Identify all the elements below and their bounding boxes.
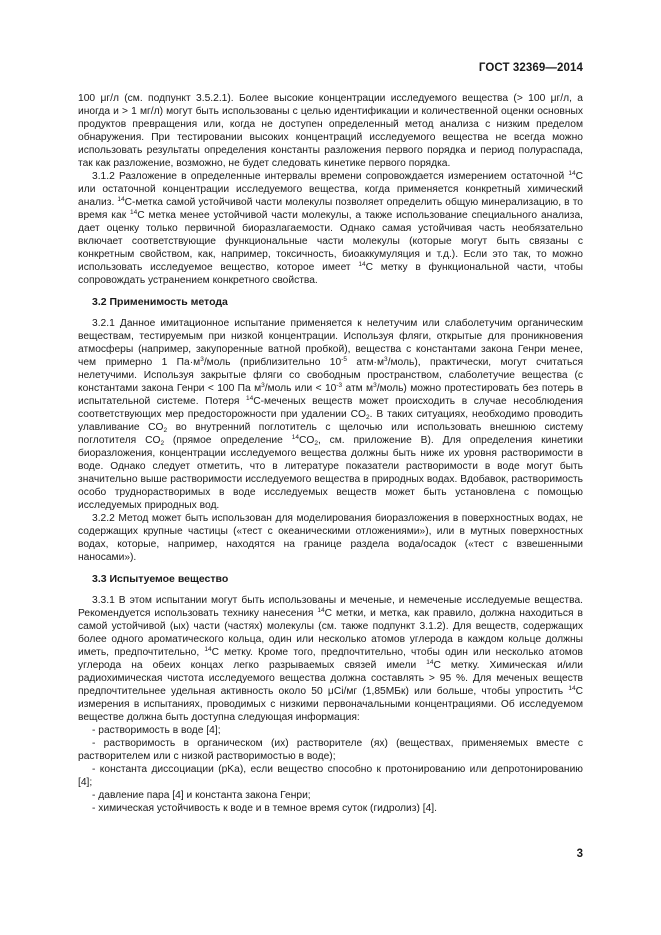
text-run: C метку. Кроме того, предпочтительно, чтобы один или несколько атомов углерода на обеих концах легко разрываемых связей имели: [78, 647, 583, 671]
superscript: 14: [245, 395, 254, 402]
text-run: /моль) можно протестировать без потерь в испытательной системе. Потеря: [78, 383, 583, 407]
text-run: /моль или < 10: [264, 383, 337, 394]
text-run: C-метка самой устойчивой части молекулы позволяет определить общую минерализацию, в то время как: [78, 197, 583, 221]
superscript: 14: [317, 607, 325, 614]
subscript: 2: [163, 427, 168, 434]
subscript: 2: [160, 440, 165, 447]
text-run: C-меченых веществ может происходить в случае несоблюдения соответствующих мер предосторожности при удалении CO: [78, 396, 583, 420]
superscript: 14: [204, 646, 212, 653]
paragraph-3-2-2: [78, 512, 583, 564]
text-run: C метки, и метка, как правило, должна находиться в самой устойчивой (ых) части (частях) молекулы (см. также подпункт 3.1.2). Для веществ, содержащих более одного ароматического кольца, один или несколько атомов углерода в каждом кольце должны иметь, предпочтительно,: [78, 608, 583, 658]
text-run: C измерения в испытаниях, проводимых с низкими первоначальными концентрациями. Об исследуемом веществе должна быть доступна следующая информация:: [78, 686, 583, 723]
page-number: 3: [576, 848, 583, 860]
superscript: 14: [130, 209, 138, 216]
superscript: 14: [117, 196, 125, 203]
text-run: 3.3.1 В этом испытании могут быть использованы и меченые, и немеченые исследуемые вещества. Рекомендуется использовать технику нанесения: [78, 595, 583, 619]
list-item: - давление пара [4] и константа закона Генри;: [92, 790, 311, 801]
list-item: - химическая устойчивость к воде и в темное время суток (гидролиз) [4].: [92, 803, 437, 814]
text-run: (прямое определение: [164, 435, 292, 446]
superscript: -3: [336, 382, 343, 389]
list-item: - растворимость в органическом (их) растворителе (ях) (веществах, применяемых вместе с растворителем или с низкой растворимостью в воде);: [78, 738, 583, 762]
superscript: 3: [384, 356, 388, 363]
paragraph-3-2-1: [78, 317, 583, 512]
text-run: CO: [298, 435, 315, 446]
text-run: . В таких ситуациях, необходимо проводить улавливание CO: [78, 409, 583, 433]
text-run: атм м: [342, 383, 374, 394]
text-run: 3.2.2 Метод может быть использован для моделирования биоразложения в поверхностных водах, не содержащих крупные частицы («тест с океаническими отложениями»), или в мутных поверхностных водах, которые, например, находятся на границе раздела вода/осадок («тест с взвешенными наносами»).: [78, 513, 583, 563]
text-run: атм·м: [346, 357, 385, 368]
document-body: [78, 92, 583, 815]
text-run: C метку в функциональной части, чтобы сопровождать устранением конкретного свойства.: [78, 262, 583, 286]
subscript: 2: [366, 414, 370, 421]
text-run: 3.1.2 Разложение в определенные интервалы времени сопровождается измерением остаточной: [92, 171, 569, 182]
superscript: 3: [200, 356, 204, 363]
paragraph-3-1-2: [78, 170, 583, 287]
paragraph-3-3-1: [78, 594, 583, 724]
superscript: 14: [291, 434, 299, 441]
text-run: /моль), практически, могут считаться нелетучими. Используя закрытые фляги со свободным пространством, слаболетучие вещества (с константами закона Генри < 100 Па м: [78, 357, 584, 394]
section-heading-3-3: 3.3 Испытуемое вещество: [92, 573, 229, 585]
superscript: 14: [568, 170, 576, 177]
superscript: 14: [426, 659, 434, 666]
text-run: , см. приложение В). Для определения кинетики биоразложения, концентрации исследуемого вещества должны быть ниже их уровня растворимости в воде. Однако следует отметить, что в литературе показатели растворимости в воде могут быть значительно выше растворимости исследуемого вещества в природных водах. Вдобавок, растворимость особо труднорастворимых в воде исследуемых веществ может быть установлена с помощью исследуемых природных вод.: [78, 435, 583, 511]
document-code-header: ГОСТ 32369—2014: [478, 62, 583, 74]
text-run: C метку. Химическая и/или радиохимическая чистота исследуемого вещества должна составлять > 95 %. Для меченых веществ предпочтительнее удельная активность около 50 μCi/мг (1,85МБк) или больше, чтобы упростить: [78, 660, 583, 697]
text-run: во внутренний поглотитель с щелочью или использовать внешнюю систему поглотителя CO: [78, 422, 583, 446]
text-run: 3.2.1 Данное имитационное испытание применяется к нелетучим или слаболетучим органическим веществам, тестируемым при низкой концентрации. Используя фляги, открытые для проникновения атмосферы (например, закупоренные ватной пробкой), вещества с константами закона Генри менее, чем примерно 1 Па·м: [78, 318, 583, 368]
superscript: 14: [358, 261, 366, 268]
paragraph-concentration: [78, 92, 583, 170]
list-item: - константа диссоциации (pKa), если вещество способно к протонированию или депротонированию [4];: [78, 764, 583, 788]
superscript: 3: [261, 382, 265, 389]
superscript: -5: [341, 356, 347, 363]
text-run: C метка менее устойчивой части молекулы, а также использование специального анализа, дает оценку только первичной биоразлагаемости. Однако самая устойчивая часть необязательно включает соответствующие функциональные части молекулы (которые могут быть связаны с конкретным свойством, как, например, токсичность, биоаккумуляция и т.д.). Если это так, то можно использовать исследуемое вещество, которое имеет: [78, 210, 583, 273]
superscript: 14: [568, 685, 576, 692]
list-item: - растворимость в воде [4];: [92, 725, 221, 736]
section-heading-3-2: 3.2 Применимость метода: [92, 296, 228, 308]
superscript: 3: [373, 382, 377, 389]
text-run: /моль (приблизительно 10: [203, 357, 342, 368]
subscript: 2: [314, 440, 318, 447]
text-run: C или остаточной концентрации исследуемого вещества, когда применяется конкретный химический анализ.: [78, 171, 583, 208]
text-run: 100 μг/л (см. подпункт 3.5.2.1). Более высокие концентрации исследуемого вещества (> 100 μг/л, а иногда и > 1 мг/л) могут быть использованы с целью идентификации и количественной оценки основных продуктов превращения или, когда не доступен определенный метод анализа с низким пределом обнаружения. При тестировании высоких концентраций исследуемого вещества не всегда можно использовать результаты определения константы разложения первого порядка и период полураспада, так как разложение, возможно, не будет следовать кинетике первого порядка.: [78, 93, 583, 169]
